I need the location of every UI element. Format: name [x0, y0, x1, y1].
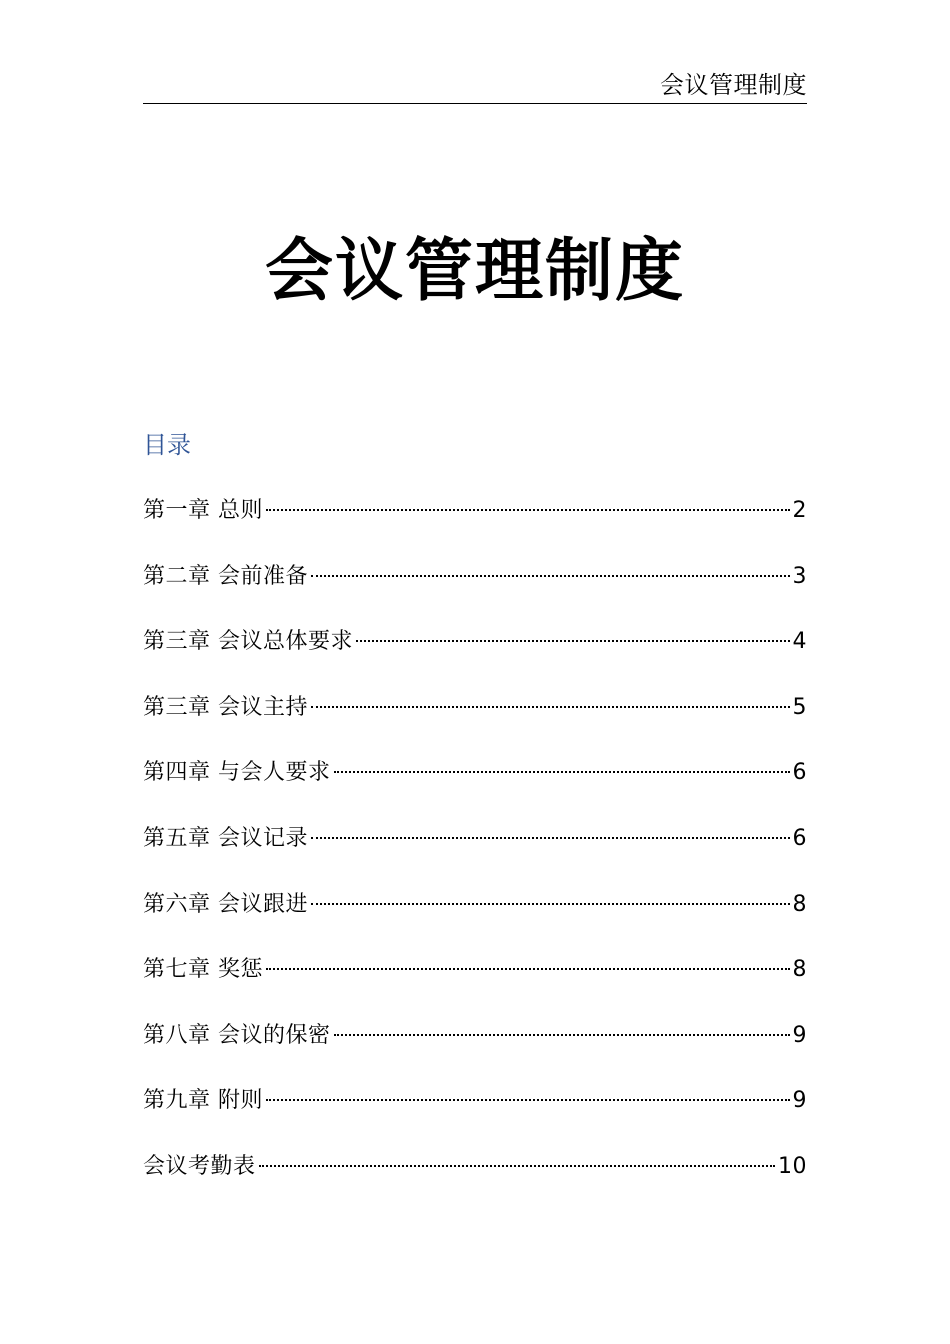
toc-entry-label: 第二章 会前准备 [143, 563, 308, 589]
toc-entry[interactable] [143, 756, 807, 822]
toc-entry-page: 10 [778, 1153, 807, 1179]
toc-entry[interactable] [143, 953, 807, 1019]
toc-entry-page: 9 [792, 1022, 807, 1048]
toc-entry-label: 第一章 总则 [143, 498, 263, 523]
toc-entry[interactable] [143, 494, 807, 560]
running-header [143, 66, 807, 104]
toc-entry-page: 6 [792, 825, 807, 851]
toc-entry[interactable] [143, 560, 807, 626]
toc-dot-leader [334, 771, 790, 773]
document-title: 会议管理制度 [264, 231, 685, 311]
toc-entry-page: 9 [792, 1088, 807, 1114]
toc-entry-page: 5 [792, 694, 807, 720]
toc-heading: 目录 [143, 431, 191, 459]
toc-entry-label: 第三章 会议总体要求 [143, 629, 353, 655]
toc-entry-page: 4 [792, 629, 807, 655]
running-header-title: 会议管理制度 [660, 71, 807, 99]
toc-dot-leader [266, 968, 790, 970]
toc-dot-leader [266, 1099, 790, 1101]
toc-entry-label: 第四章 与会人要求 [143, 760, 331, 786]
toc-entry-label: 第三章 会议主持 [143, 694, 308, 720]
toc-entry-label: 第五章 会议记录 [143, 825, 308, 851]
toc-entry-page: 6 [792, 760, 807, 786]
toc-dot-leader [259, 1165, 775, 1167]
toc-entry[interactable] [143, 691, 807, 757]
toc-entry[interactable] [143, 625, 807, 691]
toc-dot-leader [334, 1034, 790, 1036]
toc-entry[interactable] [143, 888, 807, 954]
toc-entry[interactable] [143, 1084, 807, 1150]
toc-entry-page: 3 [792, 563, 807, 589]
toc-entry-page: 2 [792, 498, 807, 523]
toc-entry-label: 第八章 会议的保密 [143, 1022, 331, 1048]
toc-dot-leader [356, 640, 790, 642]
toc-dot-leader [311, 575, 790, 577]
toc-dot-leader [266, 509, 790, 511]
toc-entry[interactable] [143, 1019, 807, 1085]
toc-entry[interactable] [143, 1150, 807, 1216]
toc-dot-leader [311, 837, 790, 839]
toc-entry[interactable] [143, 822, 807, 888]
toc-entry-page: 8 [792, 957, 807, 983]
toc-entry-label: 第七章 奖惩 [143, 957, 263, 983]
toc-entry-label: 第九章 附则 [143, 1088, 263, 1114]
table-of-contents [143, 494, 807, 1216]
toc-entry-label: 会议考勤表 [143, 1153, 256, 1179]
toc-entry-page: 8 [792, 891, 807, 917]
toc-dot-leader [311, 706, 790, 708]
toc-dot-leader [311, 903, 790, 905]
toc-entry-label: 第六章 会议跟进 [143, 891, 308, 917]
